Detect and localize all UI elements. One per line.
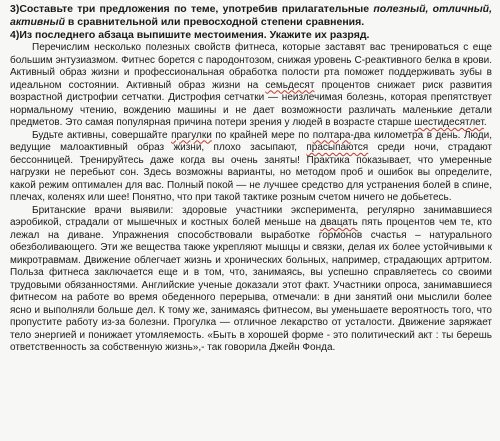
misspelled-word: прасыпаются [306, 142, 369, 153]
task-3-adjectives: полезный, отличный, активный [10, 3, 492, 28]
paragraph-1-part-3: . [483, 117, 487, 128]
misspelled-word: шестидесятлет [414, 117, 484, 128]
task-4: 4)Из последнего абзаца выпишите местоимения. Укажите их разряд. [10, 29, 370, 41]
misspelled-word: двацать [320, 217, 358, 228]
paragraph-1-part-1: Перечислим несколько полезных свойств фитнеса, которые заставят вас тренироваться с еще большим энтузиазмом. Фитнес борется с пародонтозом, снижая уровень С-реактивного белка в крови. Активный образ жизни и профессиональная обработка полости рта поможет поддерживать зубы в идеальном состоянии. Активный образ жизни на [10, 42, 492, 91]
misspelled-word: полтара [312, 129, 351, 141]
paragraph-2-part-3: -два километра в день. Люди, ведущие малоактивный образ жизни, плохо засыпают, [10, 129, 492, 153]
task-3-suffix: в сравнительной или превосходной степени сравнения. [64, 16, 365, 28]
paragraph-3-part-1: Британские врачи выявили: здоровые участники эксперимента, регулярно занимавшиеся аэробикой, страдали от мышечных и костных болей меньше на [10, 204, 492, 228]
paragraph-1-part-2: процентов снижает риск развития возрастной дистрофии сетчатки. Дистрофия сетчатки — неизлечимая болезнь, которая препятствует нормальному чтению, вождению машины и не дает возможности различать маленькие детали предметов. Это самая популярная причина потери зрения у людей в возрасте старше [10, 79, 492, 128]
misspelled-word: прагулки [171, 129, 212, 141]
paragraph-3 [10, 205, 492, 355]
paragraph-2 [10, 130, 492, 205]
paragraph-2-part-2: по крайней мере по [211, 129, 313, 141]
reading-text [10, 42, 492, 355]
paragraph-1 [10, 42, 492, 130]
task-3 [10, 3, 492, 29]
paragraph-2-part-4: среди ночи, страдают бессонницей. Тренируйтесь даже когда вы очень заняты! Практика показывает, что умеренные нагрузки не перебьют сон. Здесь возможны варианты, но методом проб и ошибок вы определите, какой режим оптимален для вас. Полный покой — не лучшее средство для устранения болей в спине, плечах, коленях или шее! Понятно, что при такой тактике розным счетом ничего не добьетесь. [10, 142, 492, 203]
task-3-prefix: 3)Составьте три предложения по теме, употребив прилагательные [10, 3, 374, 15]
paragraph-2-part-1: Будьте активны, совершайте [32, 129, 172, 141]
paragraph-3-part-2: пять процентов чем те, кто лежал на диване. Упражнения способствовали выработке гормонов счастья – натурального обезболивающего. Эти же вещества также укрепляют мышцы и связки, делая их более устойчивыми к микротравмам. Движение облегчает жизнь и хронических больных, например, страдающих артритом. Польза фитнеса заключается еще и в том, что, занимаясь, вы успешно справляетесь со своими трудовыми обязанностями. Английские ученые доказали этот факт. Участники опроса, занимавшиеся фитнесом на работе во время обеденного перерыва, отмечали: в дни занятий они мыслили более ясно и выполняли больше дел. К тому же, занимаясь фитнесом, вы уменьшаете вероятность того, что пропустите работу из-за болезни. Прогулка — отличное лекарство от усталости. Движение заряжает тело энергией и понижает утомляемость. «Быть в хорошей форме - это политический акт : ты берешь ответственность за собственную жизнь»,- так говорила Джейн Фонда. [10, 217, 492, 353]
misspelled-word: семьдесят [265, 79, 315, 91]
